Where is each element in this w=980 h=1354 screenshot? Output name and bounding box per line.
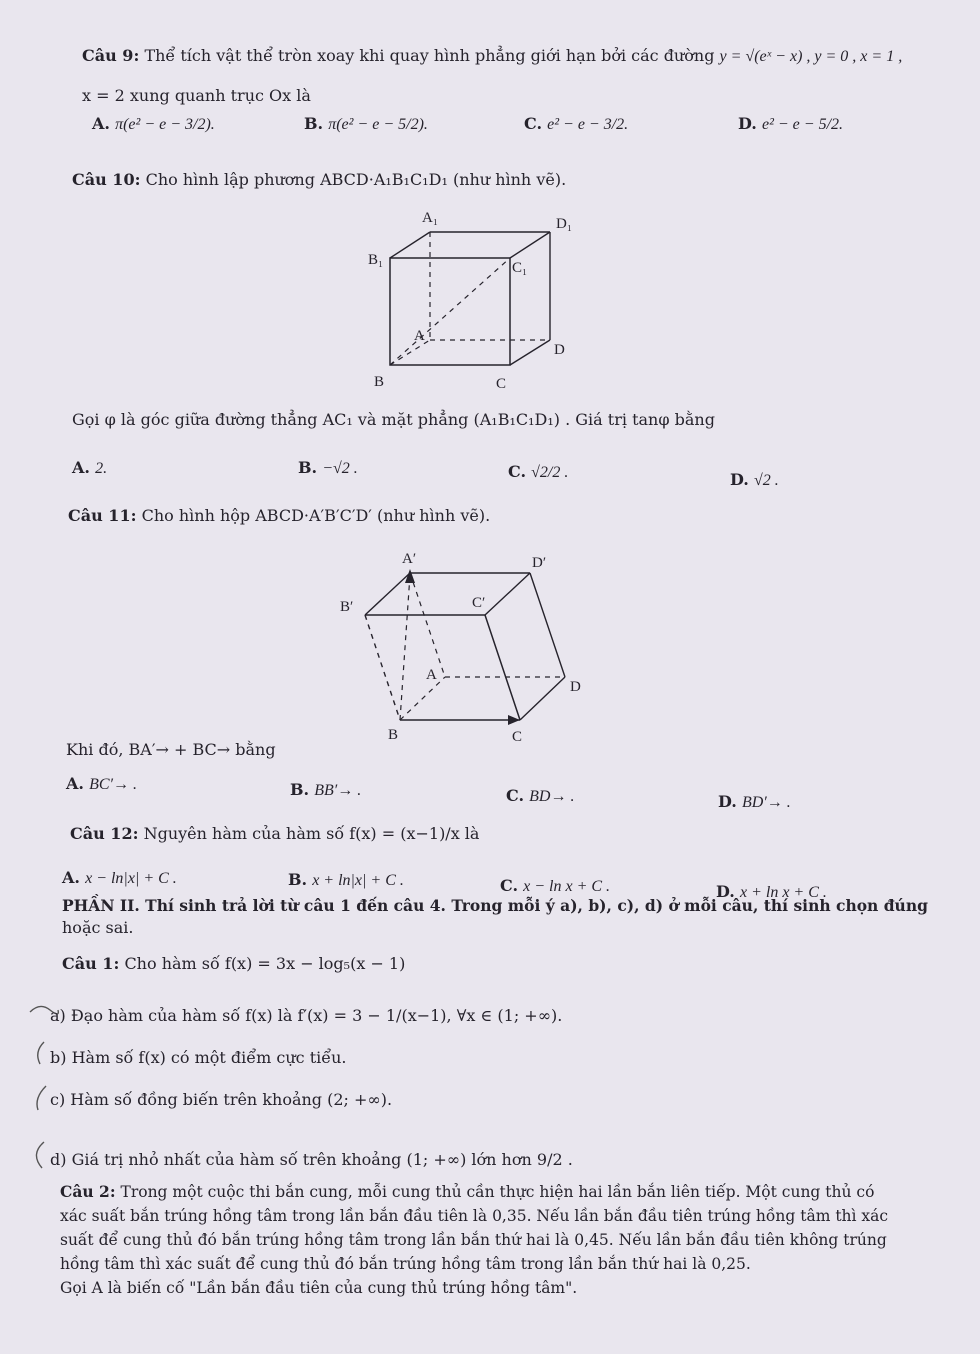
- q9-line1: [82, 46, 902, 67]
- label-d1: D₁: [556, 216, 573, 232]
- edge-b1a1: [365, 573, 410, 615]
- label-a-prime: A′: [402, 551, 417, 567]
- p2q2-line2: xác suất bắn trúng hồng tâm trong lần bắn đầu tiên là 0,35. Nếu lần bắn đầu tiên trúng hồng tâm thì xác: [60, 1207, 889, 1225]
- label-d: D: [554, 342, 565, 358]
- q11-label: Câu 11:: [68, 506, 137, 525]
- diagonal-ac1: [390, 258, 510, 365]
- p2q1-item-c: c) Hàm số đồng biến trên khoảng (2; +∞).: [50, 1090, 393, 1109]
- p2q1-item-b: b) Hàm số f(x) có một điểm cực tiểu.: [50, 1048, 347, 1067]
- vector-ba1: [400, 575, 410, 720]
- p2q2-line4: hồng tâm thì xác suất để cung thủ đó bắn trúng hồng tâm trong lần bắn thứ hai là 0,25.: [60, 1255, 751, 1273]
- q9-text: Thể tích vật thể tròn xoay khi quay hình phẳng giới hạn bởi các đường: [144, 46, 715, 65]
- p2q2-line3: suất để cung thủ đó bắn trúng hồng tâm trong lần bắn thứ hai là 0,45. Nếu lần bắn đầu tiên không trúng: [60, 1231, 887, 1249]
- edge-c1c: [485, 615, 520, 720]
- label-b: B: [374, 374, 385, 390]
- edge-cd: [510, 340, 550, 365]
- q9-option-a: A. π(e² − e − 3/2).: [92, 114, 215, 133]
- q10-option-a: A. 2.: [72, 458, 108, 477]
- label-b: B: [388, 727, 399, 743]
- q11-option-c: C. BD→ .: [506, 786, 575, 805]
- p2q1-item-d: d) Giá trị nhỏ nhất của hàm số trên khoảng (1; +∞) lớn hơn 9/2 .: [50, 1150, 573, 1169]
- p2q2-line1: Câu 2: Trong một cuộc thi bắn cung, mỗi cung thủ cần thực hiện hai lần bắn liên tiếp. Một cung thủ có: [60, 1182, 875, 1201]
- q10-line1: [72, 170, 566, 190]
- edge-a1a: [410, 573, 445, 677]
- q9-line2: x = 2 xung quanh trục Ox là: [82, 86, 311, 105]
- q11-line1: [68, 506, 490, 526]
- q10-option-b: B. −√2 .: [298, 458, 358, 477]
- q9-label: Câu 9:: [82, 46, 140, 65]
- pencil-mark: [30, 1040, 52, 1066]
- pencil-mark: [30, 1084, 52, 1112]
- label-c: C: [512, 729, 523, 745]
- edge-c1d1: [510, 232, 550, 258]
- label-a1: A₁: [422, 210, 439, 226]
- label-d: D: [570, 679, 581, 695]
- q12-option-a: A. x − ln|x| + C .: [62, 868, 177, 887]
- q11-text: Cho hình hộp ABCD·A′B′C′D′ (như hình vẽ).: [141, 506, 491, 525]
- q12-line1: [70, 824, 479, 844]
- q11-option-a: A. BC′→ .: [66, 774, 138, 793]
- q12-option-c: C. x − ln x + C .: [500, 876, 611, 895]
- q11-option-d: D. BD′→ .: [718, 792, 791, 811]
- q11-body: Khi đó, BA′→ + BC→ bằng: [66, 740, 276, 759]
- p2q2-block: [60, 1180, 920, 1300]
- q12-option-b: B. x + ln|x| + C .: [288, 870, 404, 889]
- p2q1-line1: [62, 954, 405, 974]
- q10-text: Cho hình lập phương ABCD·A₁B₁C₁D₁ (như hình vẽ).: [145, 170, 567, 189]
- label-d-prime: D′: [532, 555, 547, 571]
- q12-option-d: D. x + ln x + C .: [716, 882, 827, 901]
- q9-option-c: C. e² − e − 3/2.: [524, 114, 629, 133]
- q9-option-b: B. π(e² − e − 5/2).: [304, 114, 428, 133]
- q9-curves: y = √(eˣ − x) , y = 0 , x = 1 ,: [719, 48, 903, 65]
- label-c: C: [496, 376, 507, 392]
- part2-heading2: hoặc sai.: [62, 918, 134, 937]
- edge-cd: [520, 677, 565, 720]
- q9-option-d: D. e² − e − 5/2.: [738, 114, 844, 133]
- q10-option-c: C. √2/2 .: [508, 462, 569, 481]
- p2q2-label: Câu 2:: [60, 1182, 116, 1201]
- label-a: A: [414, 328, 425, 344]
- p2q1-text: Cho hàm số f(x) = 3x − log₅(x − 1): [124, 954, 406, 973]
- edge-ba: [400, 677, 445, 720]
- cube-figure: [360, 200, 620, 400]
- label-a: A: [426, 667, 437, 683]
- label-c1: C₁: [512, 260, 528, 276]
- part2-heading: PHẦN II. Thí sinh trả lời từ câu 1 đến câu 4. Trong mỗi ý a), b), c), d) ở mỗi câu, thí sinh chọn đúng: [62, 896, 928, 915]
- label-b-prime: B′: [340, 599, 354, 615]
- edge-b1a1: [390, 232, 430, 258]
- p2q1-label: Câu 1:: [62, 954, 120, 973]
- p2q2-line5: Gọi A là biến cố "Lần bắn đầu tiên của cung thủ trúng hồng tâm".: [60, 1279, 578, 1297]
- q11-option-b: B. BB′→ .: [290, 780, 362, 799]
- q10-body: Gọi φ là góc giữa đường thẳng AC₁ và mặt phẳng (A₁B₁C₁D₁) . Giá trị tanφ bằng: [72, 410, 715, 429]
- q12-label: Câu 12:: [70, 824, 139, 843]
- label-b1: B₁: [368, 252, 384, 268]
- p2q1-item-a: a) Đạo hàm của hàm số f(x) là f′(x) = 3 − 1/(x−1), ∀x ∈ (1; +∞).: [50, 1006, 563, 1025]
- box-figure: [330, 545, 610, 745]
- q12-text: Nguyên hàm của hàm số f(x) = (x−1)/x là: [143, 824, 480, 843]
- edge-c1d1: [485, 573, 530, 615]
- edge-b1b: [365, 615, 400, 720]
- pencil-mark: [28, 1140, 50, 1170]
- edge-d1d: [530, 573, 565, 677]
- q10-option-d: D. √2 .: [730, 470, 779, 489]
- label-c-prime: C′: [472, 595, 486, 611]
- q10-label: Câu 10:: [72, 170, 141, 189]
